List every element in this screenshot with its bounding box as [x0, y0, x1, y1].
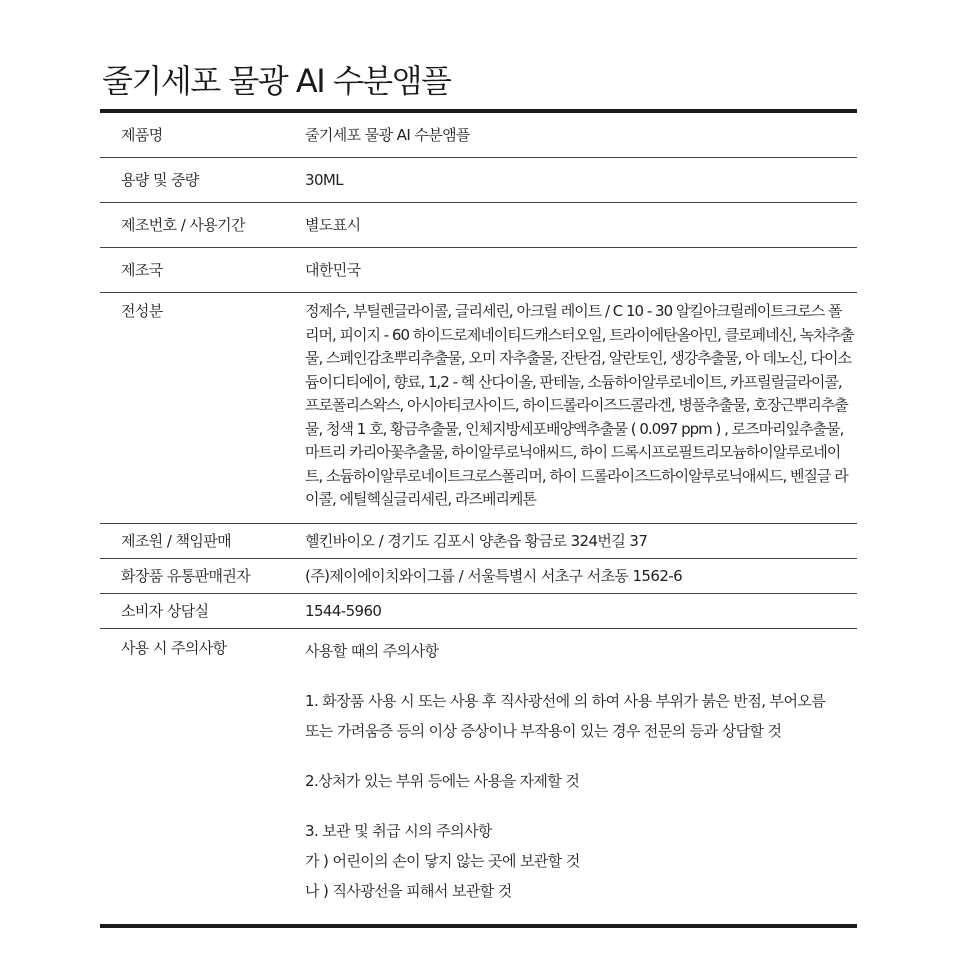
- row-value: 대한민국: [305, 261, 361, 279]
- row-label: 소비자 상담실: [121, 601, 209, 620]
- table-row-ingredients: [100, 293, 857, 524]
- caution-item-2: 2.상처가 있는 부위 등에는 사용을 자제할 것: [305, 771, 580, 790]
- row-label: 제품명: [121, 126, 163, 144]
- row-label: 제조번호 / 사용기간: [121, 216, 245, 234]
- row-label: 용량 및 중량: [121, 171, 199, 189]
- table-row: [100, 594, 857, 629]
- row-value: 30ML: [305, 171, 343, 189]
- row-value: 1544-5960: [305, 601, 382, 620]
- caution-item-3b: 나 ) 직사광선을 피해서 보관할 것: [305, 881, 512, 900]
- page-title: 줄기세포 물광 AI 수분앰플: [102, 62, 451, 100]
- info-table: [100, 113, 857, 906]
- table-row: [100, 248, 857, 293]
- row-value: 헬킨바이오 / 경기도 김포시 양촌읍 황금로 324번길 37: [305, 531, 648, 550]
- caution-item-3: 3. 보관 및 취급 시의 주의사항: [305, 821, 492, 840]
- caution-item-1-cont: 또는 가려움증 등의 이상 증상이나 부작용이 있는 경우 전문의 등과 상담할 것: [305, 721, 782, 740]
- table-row: [100, 203, 857, 248]
- row-value: 줄기세포 물광 AI 수분앰플: [305, 126, 470, 144]
- bottom-divider: [100, 924, 857, 928]
- row-label: 전성분: [121, 302, 163, 320]
- table-row-caution: [100, 629, 857, 906]
- table-row: [100, 524, 857, 559]
- row-label: 사용 시 주의사항: [121, 638, 227, 657]
- row-label: 제조원 / 책임판매: [121, 531, 232, 550]
- row-value: 별도표시: [305, 216, 361, 234]
- caution-item-3a: 가 ) 어린이의 손이 닿지 않는 곳에 보관할 것: [305, 851, 580, 870]
- caution-heading: 사용할 때의 주의사항: [305, 641, 439, 660]
- row-label: 화장품 유통판매권자: [121, 566, 251, 585]
- caution-item-1: 1. 화장품 사용 시 또는 사용 후 직사광선에 의 하여 사용 부위가 붉은 반점, 부어오름: [305, 691, 826, 710]
- table-row: [100, 559, 857, 594]
- caution-content: [305, 636, 857, 906]
- ingredients-value: 정제수, 부틸렌글라이콜, 글리세린, 아크릴 레이트 / C 10 - 30 알킬아크릴레이트크로스 폴리머, 피이지 - 60 하이드로제네이티드캐스터오일, 트라이에탄올아민, 클로페네신, 녹차추출물, 스페인감초뿌리추출물, 오미 자추출물, 잔탄검, 알란토인, 생강추출물, 아 데노신, 다이소듐이디티에이, 향료, 1,2 - 헥 산다이올, 판테놀, 소듐하이알루로네이트, 카프릴릴글라이콜, 프로폴리스왁스, 아시아티코사이드, 하이드롤라이즈드콜라겐, 병풀추출물, 호장근뿌리추출물, 청색 1 호, 황금추출물, 인체지방세포배양액추출물 ( 0.097 ppm ) , 로즈마리잎추출물, 마트리 카리아꽃추출물, 하이알루로닉애씨드, 하이 드록시프로필트리모늄하이알루로네이트, 소듐하이알루로네이트크로스폴리머, 하이 드롤라이즈드하이알루로닉애씨드, 벤질글 라이콜, 에틸헥실글리세린, 라즈베리케톤: [305, 302, 854, 508]
- table-row: [100, 113, 857, 158]
- row-value: (주)제이에이치와이그룹 / 서울특별시 서초구 서초동 1562-6: [305, 566, 683, 585]
- row-label: 제조국: [121, 261, 163, 279]
- table-row: [100, 158, 857, 203]
